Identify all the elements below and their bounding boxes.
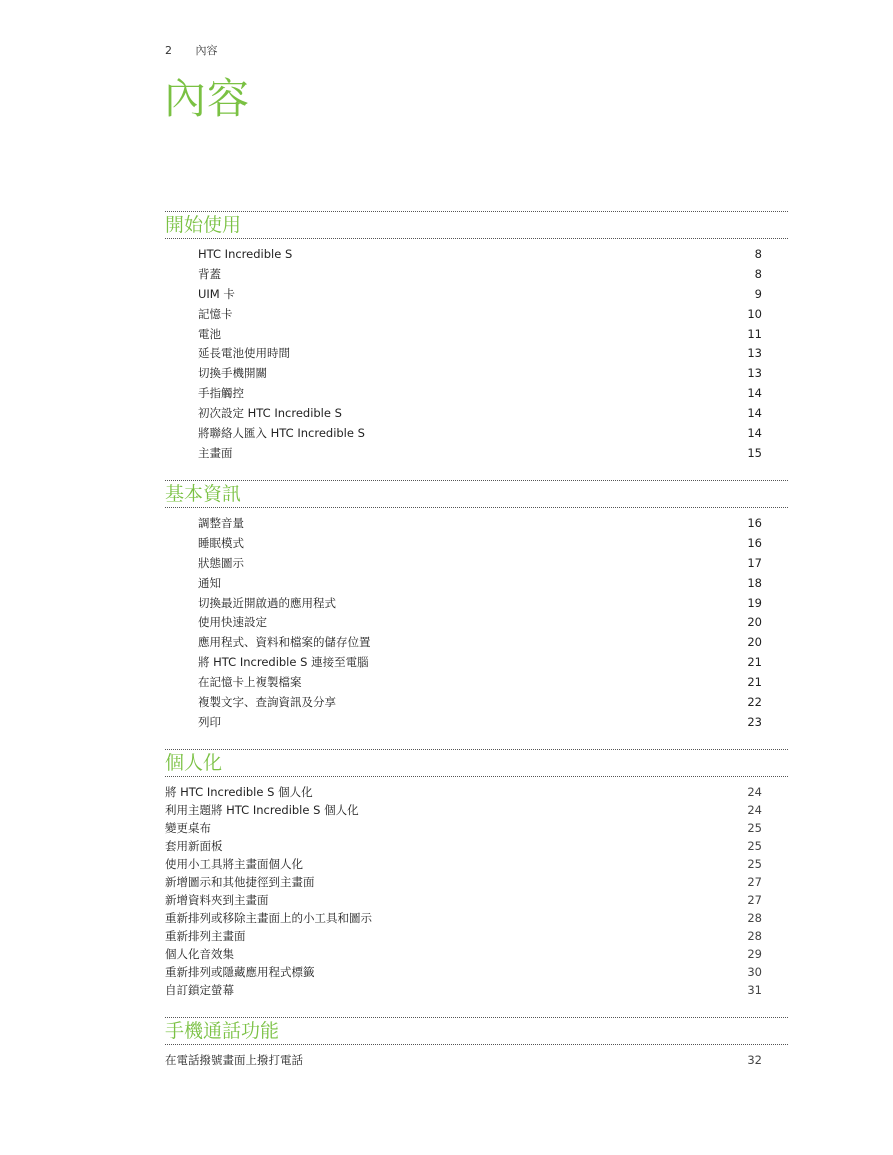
toc-entry-label: 重新排列主畫面 [165,929,246,943]
toc-section-basics [165,480,788,733]
toc-list [165,245,788,464]
toc-entry-page: 32 [747,1053,762,1067]
toc-entry-page: 31 [747,983,762,997]
toc-entry-label: 新增圖示和其他捷徑到主畫面 [165,875,315,889]
toc-entry-page: 24 [747,785,762,799]
header-page-number: 2 [165,44,172,57]
toc-entry[interactable] [165,945,788,963]
toc-entry[interactable] [165,927,788,945]
toc-entry-page: 20 [747,615,762,630]
toc-entry[interactable] [198,514,788,534]
toc-list [165,783,788,999]
toc-entry-label: 重新排列或移除主畫面上的小工具和圖示 [165,911,372,925]
toc-entry-page: 20 [747,635,762,650]
toc-entry-page: 25 [747,839,762,853]
toc-entry[interactable] [165,783,788,801]
toc-entry-page: 18 [747,575,762,590]
toc-entry[interactable] [198,245,788,265]
toc-entry-page: 24 [747,803,762,817]
toc-entry-page: 9 [754,286,762,301]
toc-entry-page: 30 [747,965,762,979]
toc-entry-label: 複製文字、查詢資訊及分享 [198,695,336,710]
toc-entry-page: 17 [747,555,762,570]
toc-section-personalize [165,749,788,999]
toc-entry-label: 背蓋 [198,266,221,281]
toc-entry[interactable] [198,404,788,424]
toc-section-phone-calls [165,1017,788,1069]
toc-entry-label: 使用小工具將主畫面個人化 [165,857,303,871]
toc-entry-label: 睡眠模式 [198,535,244,550]
toc-entry-label: 初次設定 HTC Incredible S [198,406,342,421]
toc-entry[interactable] [165,873,788,891]
toc-entry-label: 套用新面板 [165,839,223,853]
toc-entry-page: 13 [747,346,762,361]
toc-entry-page: 28 [747,911,762,925]
toc-entry-page: 8 [754,266,762,281]
toc-entry-label: 將 HTC Incredible S 連接至電腦 [198,655,369,670]
toc-entry-label: 主畫面 [198,445,233,460]
section-heading[interactable]: 開始使用 [165,211,788,239]
toc-entry-label: 調整音量 [198,516,244,530]
toc-entry-label: 使用快速設定 [198,615,267,630]
toc-entry-page: 25 [747,821,762,835]
toc-entry-label: 個人化音效集 [165,947,234,961]
section-heading[interactable]: 手機通話功能 [165,1017,788,1045]
toc-entry-label: 將聯絡人匯入 HTC Incredible S [198,426,365,441]
toc-entry[interactable] [198,693,788,713]
toc-entry-label: 記憶卡 [198,306,233,321]
toc-entry-label: 切換最近開啟過的應用程式 [198,595,336,610]
toc-entry-page: 10 [747,306,762,321]
toc-entry[interactable] [165,801,788,819]
toc-entry[interactable] [198,364,788,384]
toc-entry-label: 利用主題將 HTC Incredible S 個人化 [165,803,359,817]
toc-entry-label: 通知 [198,575,221,590]
toc-entry[interactable] [198,265,788,285]
toc-entry-page: 27 [747,893,762,907]
toc-entry-page: 13 [747,366,762,381]
toc-entry-page: 22 [747,695,762,710]
toc-entry-label: 狀態圖示 [198,555,244,570]
toc-entry-page: 16 [747,516,762,530]
toc-entry[interactable] [198,613,788,633]
toc-entry-page: 25 [747,857,762,871]
toc-entry[interactable] [198,325,788,345]
section-heading[interactable]: 個人化 [165,749,788,777]
toc-entry[interactable] [165,963,788,981]
toc-entry[interactable] [165,909,788,927]
toc-entry[interactable] [165,891,788,909]
section-heading[interactable]: 基本資訊 [165,480,788,508]
toc-entry-label: UIM 卡 [198,286,235,301]
toc-entry[interactable] [198,574,788,594]
toc-entry-label: 延長電池使用時間 [198,346,290,361]
toc-entry-page: 8 [754,247,762,261]
toc-section-getting-started [165,211,788,464]
toc-entry-label: 在記憶卡上複製檔案 [198,675,302,690]
toc-entry[interactable] [198,384,788,404]
toc-entry-label: 將 HTC Incredible S 個人化 [165,785,313,799]
toc-entry-page: 14 [747,386,762,401]
toc-entry[interactable] [198,444,788,464]
toc-entry-label: HTC Incredible S [198,247,293,261]
toc-entry-label: 在電話撥號畫面上撥打電話 [165,1053,303,1067]
header-running-title: 內容 [195,44,218,57]
toc-entry-page: 16 [747,535,762,550]
toc-list [165,514,788,733]
toc-entry-label: 應用程式、資料和檔案的儲存位置 [198,635,371,650]
toc-entry-label: 新增資料夾到主畫面 [165,893,269,907]
toc-entry-label: 自訂鎖定螢幕 [165,983,234,997]
toc-entry[interactable] [198,424,788,444]
toc-entry[interactable] [198,673,788,693]
toc-entry[interactable] [198,285,788,305]
toc-list [165,1051,788,1069]
toc-entry[interactable] [198,594,788,614]
toc-entry[interactable] [165,981,788,999]
toc-entry-label: 重新排列或隱藏應用程式標籤 [165,965,315,979]
toc-entry-label: 變更桌布 [165,821,211,835]
toc-entry[interactable] [165,1051,788,1069]
page-title: 內容 [164,74,251,123]
toc-entry-page: 27 [747,875,762,889]
toc-entry-page: 15 [747,445,762,460]
toc-entry[interactable] [198,713,788,733]
toc-entry-label: 切換手機開關 [198,366,267,381]
toc-entry-page: 11 [747,326,762,341]
toc-entry[interactable] [198,305,788,325]
toc-entry-label: 電池 [198,326,221,341]
toc-entry[interactable] [198,534,788,554]
toc-entry-page: 21 [747,675,762,690]
running-header [165,42,218,58]
toc-entry-page: 14 [747,426,762,441]
toc-entry[interactable] [165,837,788,855]
toc-entry[interactable] [165,819,788,837]
toc-entry-page: 29 [747,947,762,961]
toc-entry[interactable] [198,344,788,364]
toc-entry-label: 手指觸控 [198,386,244,401]
toc-entry-label: 列印 [198,714,221,729]
toc-entry-page: 23 [747,714,762,729]
toc-entry-page: 14 [747,406,762,421]
toc-entry-page: 21 [747,655,762,670]
toc-entry[interactable] [198,653,788,673]
toc-entry[interactable] [198,554,788,574]
toc-entry[interactable] [165,855,788,873]
toc-entry[interactable] [198,633,788,653]
toc-entry-page: 28 [747,929,762,943]
toc-entry-page: 19 [747,595,762,610]
